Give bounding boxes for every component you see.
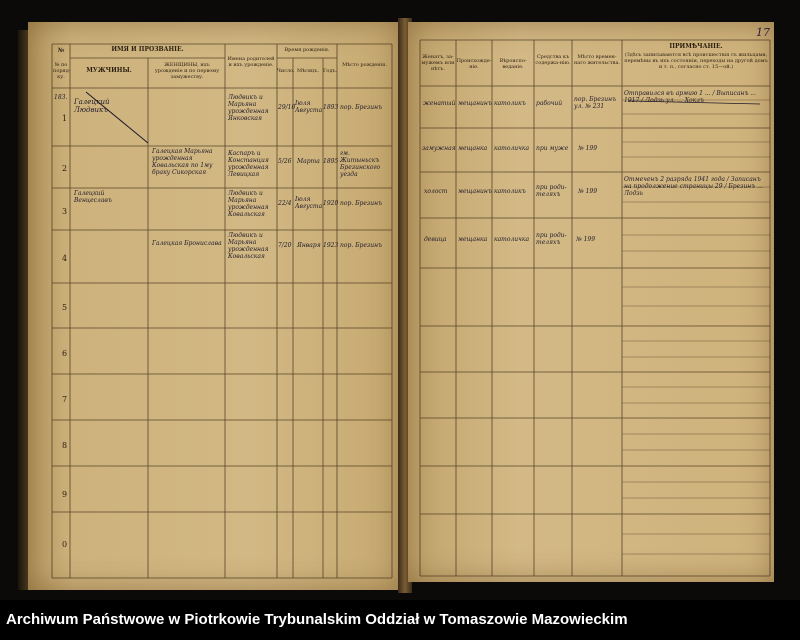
origin: мещанинъ	[458, 188, 492, 195]
religion: католичка	[494, 236, 530, 243]
birth-place: гм. Житыньскъ Брезинского уезда	[340, 150, 381, 178]
col-num-header: №	[57, 47, 65, 54]
marital-status: холост	[424, 188, 448, 195]
row-number: 6	[62, 349, 68, 358]
page-number: 17	[756, 26, 770, 39]
marital-status: девица	[424, 236, 447, 243]
notes-entry: Отправился въ армию 1 ... / Выписанъ ... 1917 / Лодзь ул. ... Хоклъ	[624, 90, 756, 104]
birth-year: 1893	[323, 104, 339, 111]
origin: мещанка	[458, 145, 488, 152]
row-number: 8	[62, 441, 68, 450]
means: при роди-теляхъ	[536, 232, 567, 246]
row-number: 0	[62, 540, 68, 549]
row-number: 9	[62, 490, 68, 499]
birth-year: 1923	[323, 242, 339, 249]
residence: № 199	[578, 188, 598, 195]
male-name: Галецкий Венцеславъ	[74, 190, 112, 204]
religion-header: Вѣроиспо-веданіе.	[499, 58, 527, 70]
birth-day: 7/20	[278, 242, 292, 249]
means: при муже	[536, 145, 569, 152]
female-header: ЖЕНЩИНЫ, ихъ урожденіе и по первому замужеству.	[154, 62, 220, 80]
birth-month: Января	[297, 242, 321, 249]
parents-names: Каспаръ и Констанция урожденная Левицкая	[228, 150, 269, 178]
notes-sub-header: (Здѣсь записываются всѣ происшествія съ жильцами, перемѣны въ ихъ состояніи, переходы на другой домъ и т. п., согласно ст. 15—ой.)	[624, 52, 768, 70]
means: при роди-теляхъ	[536, 184, 567, 198]
female-name: Галецкая Бронислава	[152, 240, 222, 247]
col-num-sub-header: № по поряд-ку.	[53, 62, 71, 80]
origin: мещанка	[458, 236, 488, 243]
status-header: Женатъ, за-мужемъ или нѣтъ.	[421, 54, 455, 72]
parents-names: Людвикъ и Марьяна урожденная Ковальская	[228, 190, 269, 218]
birth-day: 22/4	[278, 200, 292, 207]
residence: пор. Брезинъ ул. № 231	[574, 96, 617, 110]
male-name: Галецкий Людвикъ	[74, 98, 110, 114]
notes-title-header: ПРИМѢЧАНІЕ.	[669, 43, 723, 50]
birth-year: 1920	[323, 200, 339, 207]
birth-place: пор. Брезинъ	[340, 104, 383, 111]
birth-place: пор. Брезинъ	[340, 242, 383, 249]
religion: католичка	[494, 145, 530, 152]
names-title-header: ИМЯ И ПРОЗВАНІЕ.	[111, 46, 184, 53]
birth-day: 5/26	[278, 158, 292, 165]
month-header: Мѣсяцъ.	[296, 68, 320, 74]
birth-month: Iюля Августа	[295, 100, 323, 114]
row-number: 3	[62, 207, 68, 216]
parents-header: Имена родителей и ихъ урожденіе.	[227, 56, 275, 68]
birth-year: 1895	[323, 158, 339, 165]
place-header: Мѣсто рожденія.	[342, 62, 387, 68]
day-header: Число.	[277, 68, 295, 74]
year-header: Годъ.	[323, 68, 338, 74]
origin: мещанинъ	[458, 100, 492, 107]
birth-day: 29/10	[278, 104, 296, 111]
residence-header: Мѣсто времен-наго жительства.	[573, 54, 621, 66]
birth-place: пор. Брезинъ	[340, 200, 383, 207]
birth-month: Iюля Августа	[295, 196, 323, 210]
row-number: 1	[62, 114, 68, 123]
residence: № 199	[576, 236, 596, 243]
religion: католикъ	[494, 100, 526, 107]
birth-month: Марта	[297, 158, 320, 165]
male-header: МУЖЧИНЫ.	[86, 67, 132, 74]
female-name: Галецкая Марьяна урожденная Ковальская по 1му браку Сикорская	[152, 148, 213, 176]
marital-status: женатый	[423, 100, 456, 107]
row-number: 7	[62, 395, 68, 404]
parents-names: Людвикъ и Марьяна урожденная Янковская	[228, 94, 269, 122]
means-header: Средства къ содержа-нію.	[535, 54, 571, 66]
marital-status: замужная	[422, 145, 456, 152]
parents-names: Людвикъ и Марьяна урожденная Ковальская	[228, 232, 269, 260]
origin-header: Происхожде-ніе.	[456, 58, 492, 70]
row-number: 2	[62, 164, 68, 173]
row-number: 5	[62, 303, 68, 312]
notes-entry: Отмеченъ 2 разряда 1941 года / Записанъ на продолжение страницы 29 / Брезинъ ... Лодзь	[624, 176, 763, 197]
register-number: 183.	[54, 94, 68, 101]
means: рабочий	[536, 100, 563, 107]
row-number: 4	[62, 254, 68, 263]
residence: № 199	[578, 145, 598, 152]
birth-time-header: Время рожденія.	[284, 47, 330, 53]
religion: католикъ	[494, 188, 526, 195]
archive-caption: Archiwum Państwowe w Piotrkowie Trybunalskim Oddział w Tomaszowie Mazowieckim	[0, 600, 800, 640]
